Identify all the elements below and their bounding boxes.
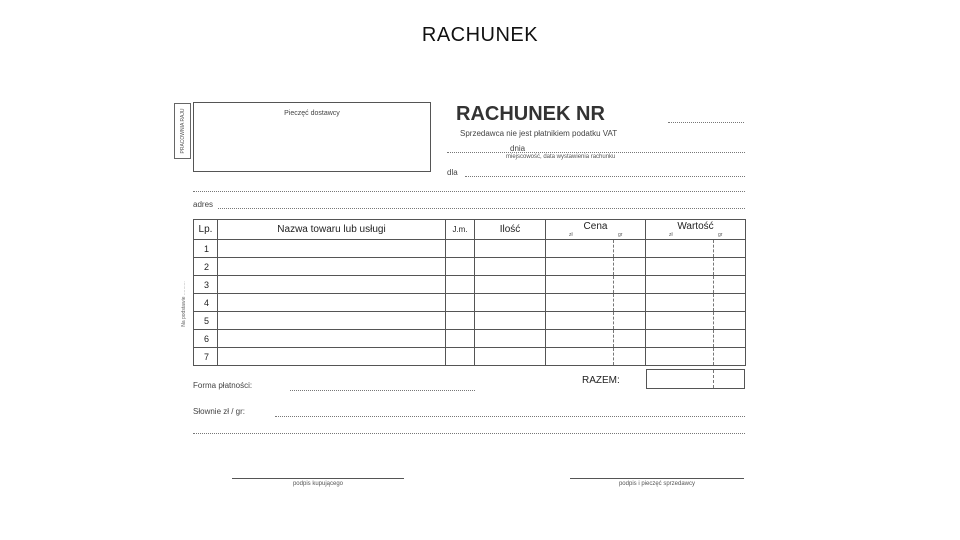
value-zl: zł (668, 231, 673, 238)
cell-value[interactable] (646, 276, 746, 294)
buyer-signature: podpis kupującego (232, 478, 404, 487)
side-tab-label: PRACOWNIA RAJU (179, 108, 186, 154)
total-label: RAZEM: (582, 375, 620, 386)
supplier-stamp-label: Pieczęć dostawcy (284, 110, 340, 117)
cell-name[interactable] (218, 294, 446, 312)
for-line-2 (193, 191, 745, 192)
cell-value[interactable] (646, 294, 746, 312)
vat-note: Sprzedawca nie jest płatnikiem podatku VAT (460, 129, 618, 138)
header-lp: Lp. (194, 220, 218, 240)
table-row (194, 240, 746, 258)
cell-unit[interactable] (446, 240, 475, 258)
header-qty: Ilość (475, 220, 546, 240)
cell-price[interactable] (546, 258, 646, 276)
header-price (546, 220, 646, 240)
address-line (218, 208, 745, 209)
cell-qty[interactable] (475, 294, 546, 312)
items-table (193, 219, 746, 366)
cell-lp: 6 (194, 330, 218, 348)
table-row (194, 312, 746, 330)
words-line-2 (193, 433, 745, 434)
header-price-label: Cena (583, 220, 608, 232)
cell-qty[interactable] (475, 348, 546, 366)
table-header-row (194, 220, 746, 240)
header-value (646, 220, 746, 240)
cell-unit[interactable] (446, 330, 475, 348)
cell-qty[interactable] (475, 330, 546, 348)
table-row (194, 330, 746, 348)
cell-unit[interactable] (446, 294, 475, 312)
invoice-number-line (668, 122, 744, 123)
invoice-title: RACHUNEK NR (456, 103, 605, 125)
vertical-note-text: Na podstawie .......... (181, 280, 187, 327)
price-zl: zł (568, 231, 573, 238)
supplier-stamp-box (193, 102, 431, 172)
place-date-caption: miejscowość, data wystawienia rachunku (506, 154, 616, 160)
address-label: adres (193, 200, 214, 209)
header-value-label: Wartość (677, 220, 714, 232)
cell-price[interactable] (546, 276, 646, 294)
for-line (465, 176, 745, 177)
cell-unit[interactable] (446, 312, 475, 330)
cell-unit[interactable] (446, 348, 475, 366)
cell-unit[interactable] (446, 276, 475, 294)
price-gr: gr (618, 231, 623, 238)
cell-value[interactable] (646, 348, 746, 366)
seller-signature: podpis i pieczęć sprzedawcy (570, 478, 744, 487)
cell-price[interactable] (546, 294, 646, 312)
table-row (194, 348, 746, 366)
header-name: Nazwa towaru lub usługi (218, 220, 446, 240)
cell-lp: 7 (194, 348, 218, 366)
cell-qty[interactable] (475, 258, 546, 276)
cell-value[interactable] (646, 330, 746, 348)
cell-price[interactable] (546, 240, 646, 258)
table-row (194, 294, 746, 312)
words-line (275, 416, 745, 417)
cell-value[interactable] (646, 312, 746, 330)
cell-name[interactable] (218, 240, 446, 258)
cell-lp: 1 (194, 240, 218, 258)
table-row (194, 276, 746, 294)
vertical-note (174, 236, 194, 371)
cell-name[interactable] (218, 258, 446, 276)
table-row (194, 258, 746, 276)
value-gr: gr (718, 231, 723, 238)
cell-value[interactable] (646, 258, 746, 276)
cell-name[interactable] (218, 348, 446, 366)
cell-qty[interactable] (475, 312, 546, 330)
date-line (447, 152, 745, 153)
invoice-form (160, 96, 760, 496)
cell-lp: 5 (194, 312, 218, 330)
cell-price[interactable] (546, 312, 646, 330)
total-box (646, 369, 745, 389)
cell-lp: 4 (194, 294, 218, 312)
cell-lp: 2 (194, 258, 218, 276)
payment-line (290, 390, 475, 391)
payment-label: Forma płatności: (193, 381, 253, 390)
cell-value[interactable] (646, 240, 746, 258)
cell-name[interactable] (218, 312, 446, 330)
date-label: dnia (510, 144, 526, 153)
cell-unit[interactable] (446, 258, 475, 276)
cell-qty[interactable] (475, 276, 546, 294)
cell-name[interactable] (218, 330, 446, 348)
cell-price[interactable] (546, 348, 646, 366)
side-tab (174, 103, 191, 159)
cell-qty[interactable] (475, 240, 546, 258)
words-label: Słownie zł / gr: (193, 407, 246, 416)
slide-title: RACHUNEK (421, 24, 539, 46)
header-unit: J.m. (446, 220, 475, 240)
for-label: dla (447, 168, 458, 177)
cell-lp: 3 (194, 276, 218, 294)
cell-price[interactable] (546, 330, 646, 348)
cell-name[interactable] (218, 276, 446, 294)
